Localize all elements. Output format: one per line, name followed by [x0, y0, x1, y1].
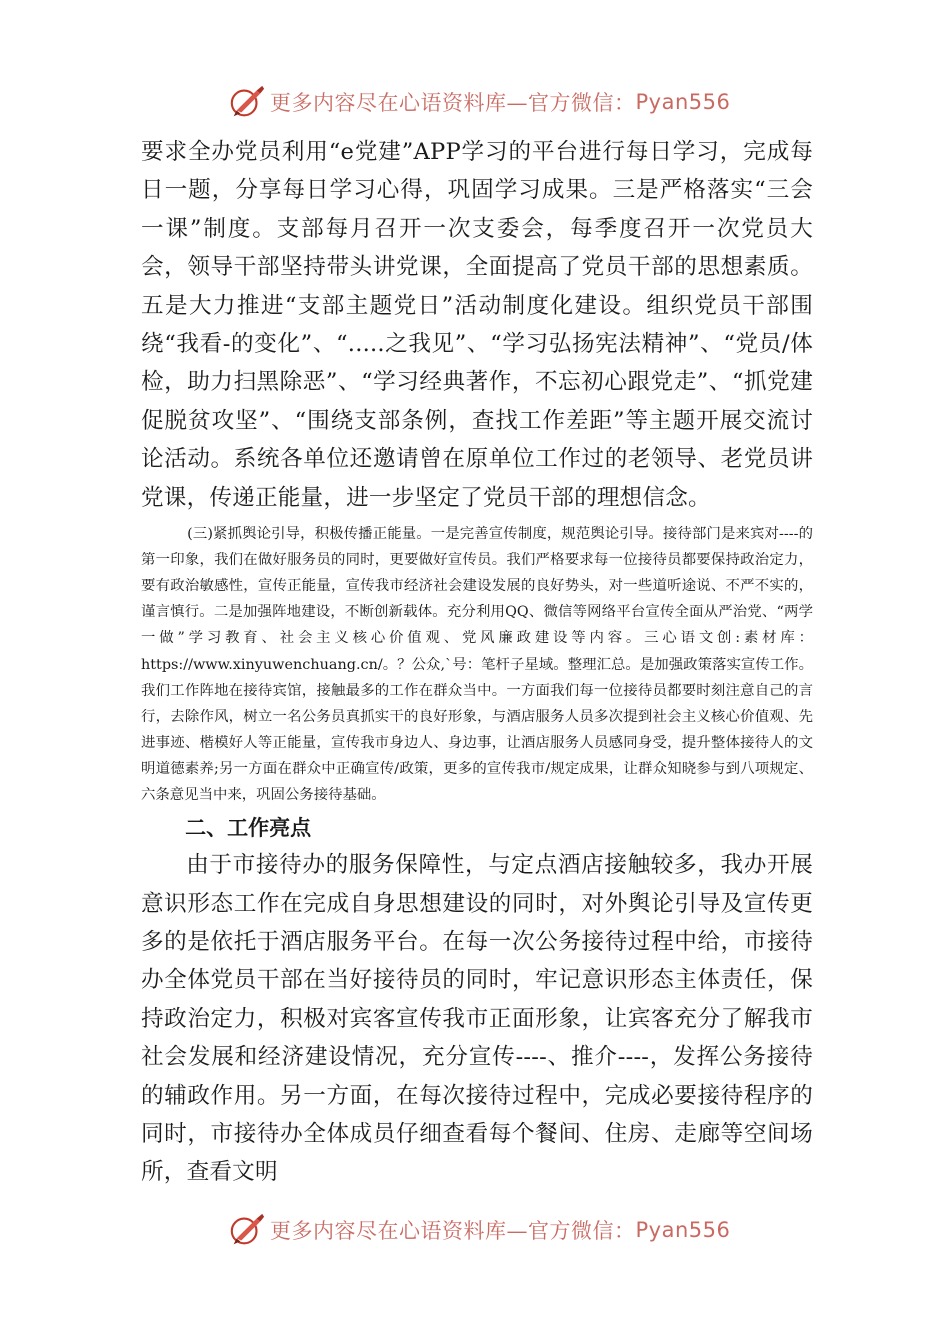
footer-banner-text: 更多内容尽在心语资料库—官方微信： [270, 1219, 636, 1243]
section-heading: 二、工作亮点 [185, 816, 312, 841]
body-paragraph-3: 由于市接待办的服务保障性，与定点酒店接触较多，我办开展意识形态工作在完成自身思想建设的同时，对外舆论引导及宣传更多的是依托于酒店服务平台。在每一次公务接待过程中给，市接待办全体党员干部在当好接待员的同时，牢记意识形态主体责任，保持政治定力，积极对宾客宣传我市正面形象，让宾客充分了解我市社会发展和经济建设情况，充分宣传----、推介----，发挥公务接待的辅政作用。另一方面，在每次接待过程中，完成必要接待程序的同时，市接待办全体成员仔细查看每个餐间、住房、走廊等空间场所，查看文明 [141, 852, 813, 1186]
footer-banner-id: Pyan556 [635, 1218, 731, 1242]
footer-banner [228, 1210, 730, 1250]
header-banner-text: 更多内容尽在心语资料库—官方微信： [270, 91, 636, 115]
pen-logo-icon [228, 1211, 266, 1249]
body-paragraph-2: (三)紧抓舆论引导，积极传播正能量。一是完善宣传制度，规范舆论引导。接待部门是来宾对----的第一印象，我们在做好服务员的同时，更要做好宣传员。我们严格要求每一位接待员都要保持政治定力，要有政治敏感性，宣传正能量，宣传我市经济社会建设发展的良好势头，对一些道听途说、不严不实的，谨言慎行。二是加强阵地建设，不断创新载体。充分利用QQ、微信等网络平台宣传全面从严治党、“两学一做”学习教育、社会主义核心价值观、党风廉政建设等内容。三心语文创:素材库：https://www.xinyuwenchuang.cn/。？公众,`号：笔杆子星域。整理汇总。是加强政策落实宣传工作。我们工作阵地在接待宾馆，接触最多的工作在群众当中。一方面我们每一位接待员都要时刻注意自己的言行，去除作风，树立一名公务员真抓实干的良好形象，与酒店服务人员多次提到社会主义核心价值观、先进事迹、楷模好人等正能量，宣传我市身边人、身边事，让酒店服务人员感同身受，提升整体接待人的文明道德素养;另一方面在群众中正确宣传/政策，更多的宣传我市/规定成果，让群众知晓参与到八项规定、六条意见当中来，巩固公务接待基础。 [141, 526, 813, 803]
pen-logo-icon [228, 83, 266, 121]
header-banner-id: Pyan556 [635, 90, 731, 114]
document-body [141, 133, 813, 1192]
body-paragraph-1: 要求全办党员利用“e党建”APP学习的平台进行每日学习，完成每日一题，分享每日学习心得，巩固学习成果。三是严格落实“三会一课”制度。支部每月召开一次支委会，每季度召开一次党员大会，领导干部坚持带头讲党课，全面提高了党员干部的思想素质。五是大力推进“支部主题党日”活动制度化建设。组织党员干部围绕“我看-的变化”、“.....之我见”、“学习弘扬宪法精神”、“党员/体检，助力扫黑除恶”、“学习经典著作，不忘初心跟党走”、“抓党建促脱贫攻坚”、“围绕支部条例，查找工作差距”等主题开展交流讨论活动。系统各单位还邀请曾在原单位工作过的老领导、老党员讲党课，传递正能量，进一步坚定了党员干部的理想信念。 [141, 139, 813, 511]
header-banner [228, 82, 730, 122]
